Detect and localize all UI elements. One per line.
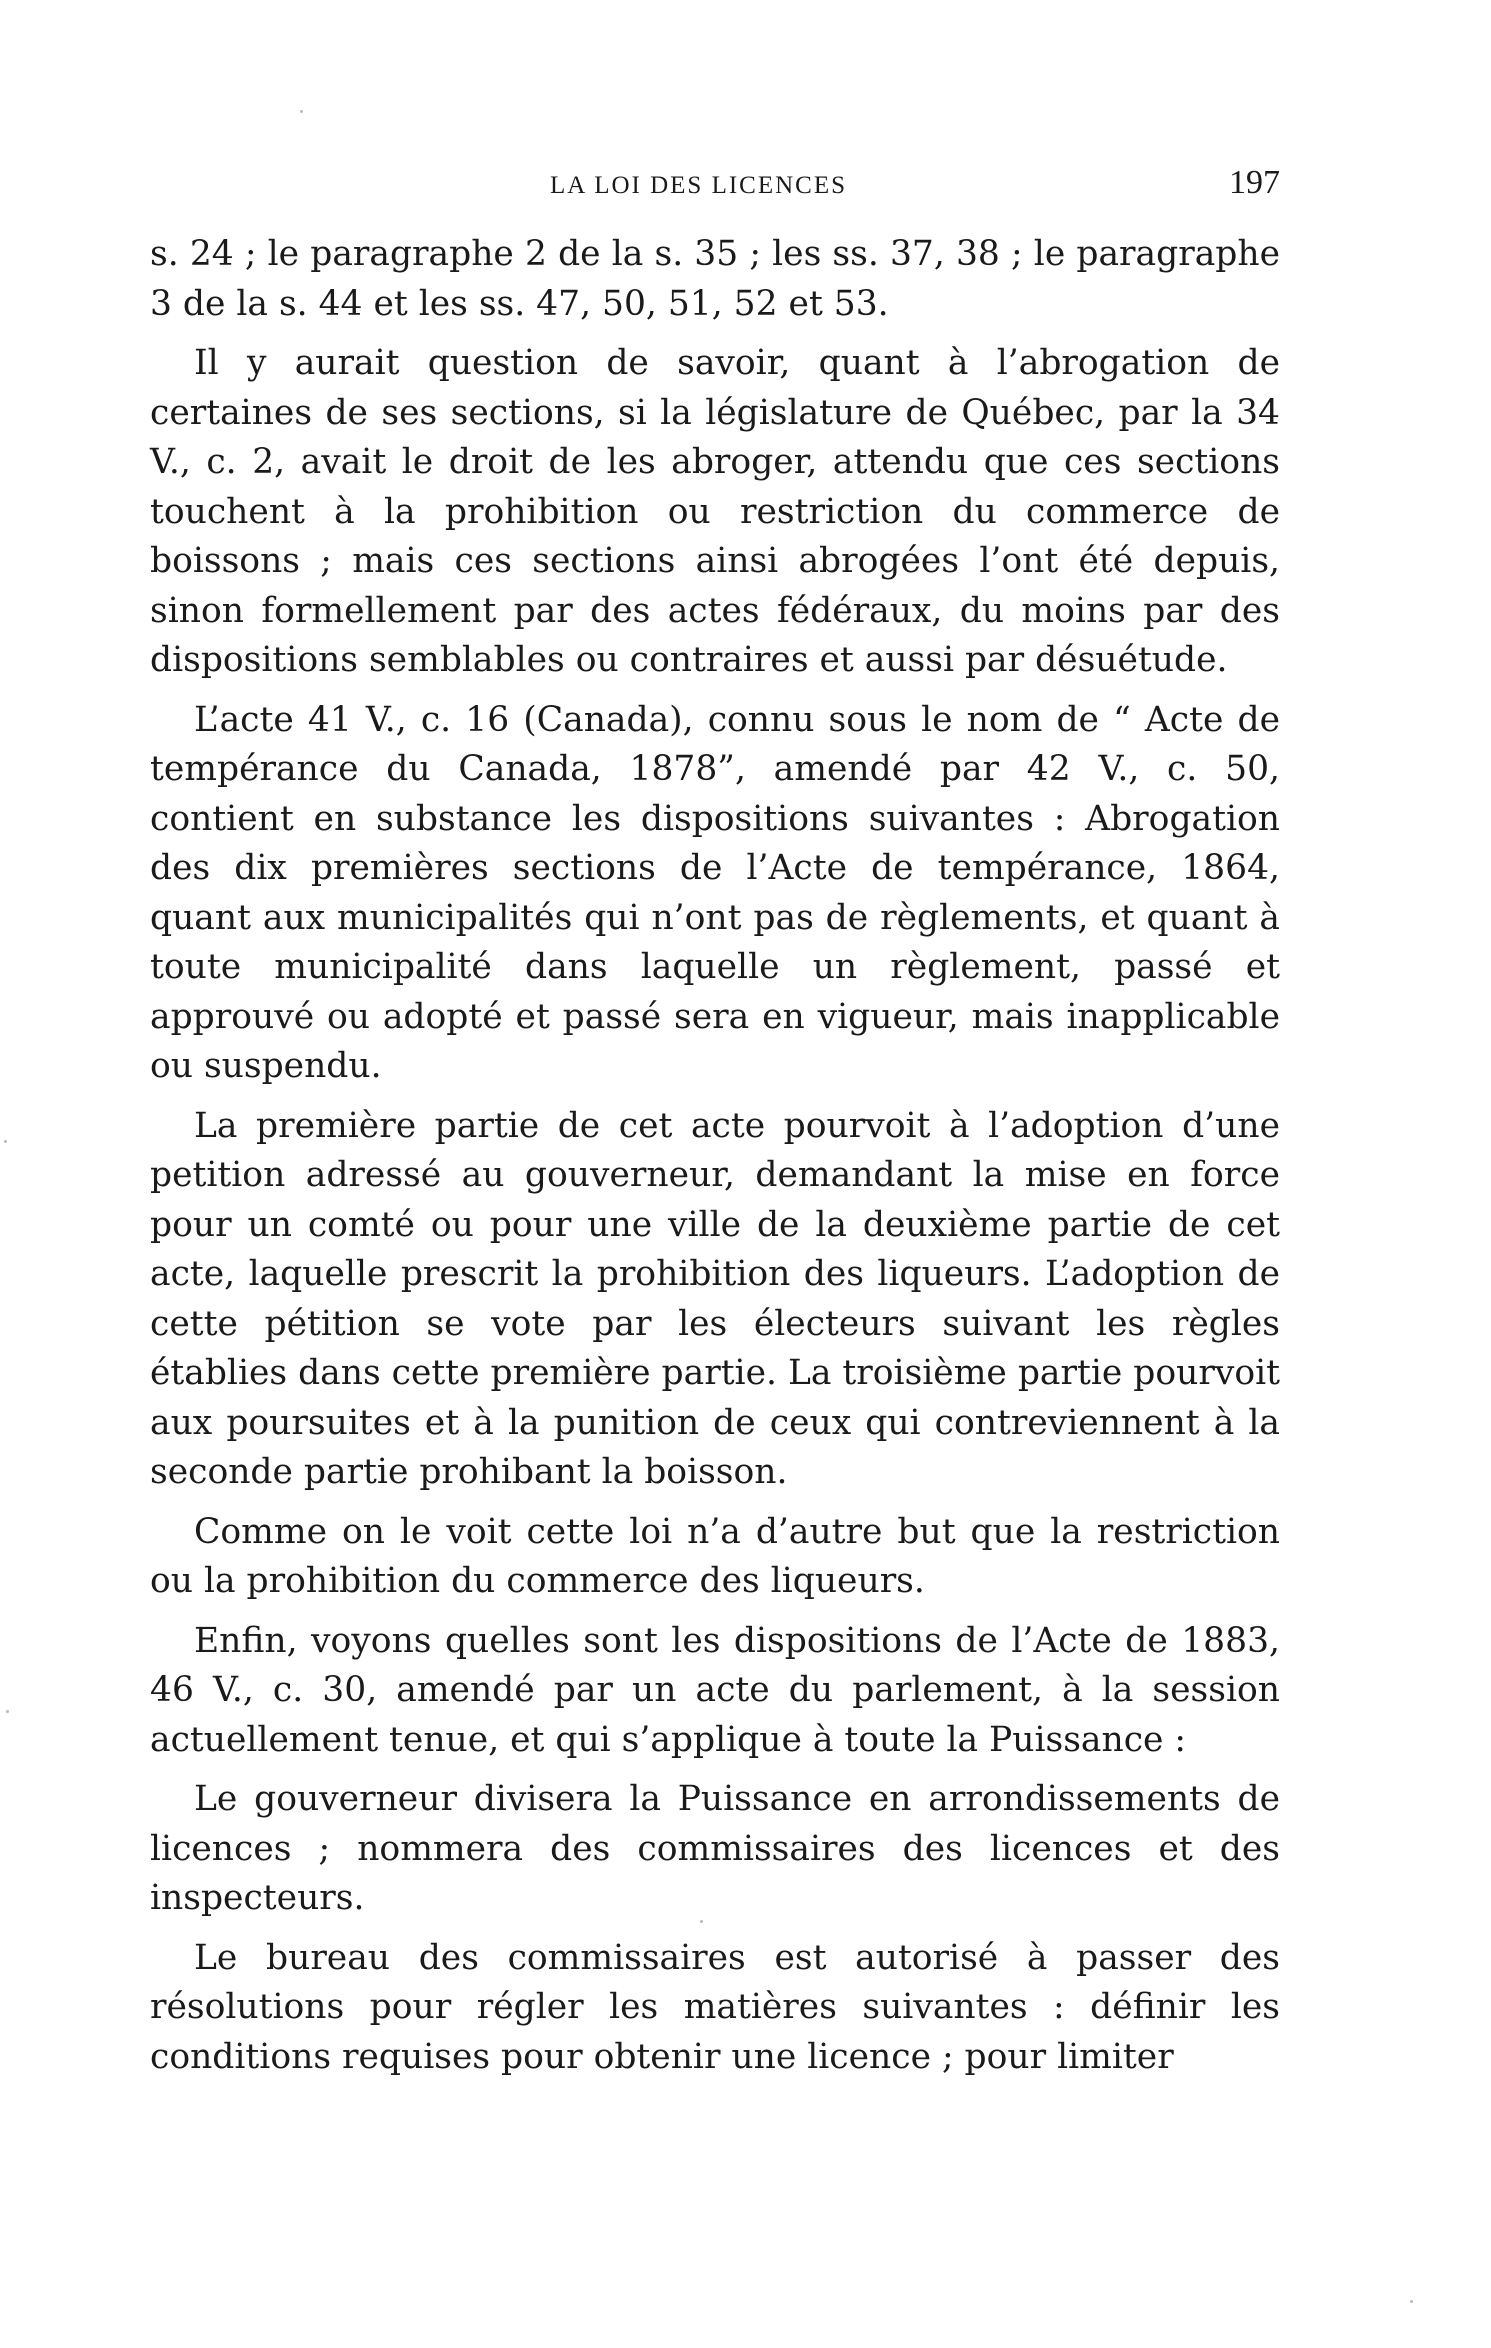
paragraph: L’acte 41 V., c. 16 (Canada), connu sous le nom de “ Acte de tempérance du Canada, 1878”, amendé par 42 V., c. 50, contient en substance les dispositions suivantes : Abrogation des dix premières sections de l’Acte de tempérance, 1864, quant aux municipalités qui n’ont pas de règlements, et quant à toute municipalité dans laquelle un règlement, passé et approuvé ou adopté et passé sera en vigueur, mais inapplicable ou suspendu. [150, 699, 1280, 1086]
page-number: 197 [1229, 164, 1280, 201]
paragraph: Comme on le voit cette loi n’a d’autre but que la restriction ou la prohibition du commerce des liqueurs. [150, 1511, 1280, 1601]
paragraph-continuation: s. 24 ; le paragraphe 2 de la s. 35 ; les ss. 37, 38 ; le paragraphe 3 de la s. 44 et les ss. 47, 50, 51, 52 et 53. [150, 234, 1280, 324]
running-head [150, 164, 1280, 208]
body-text [150, 230, 1280, 2092]
paragraph: Le bureau des commissaires est autorisé à passer des résolutions pour régler les matières suivantes : définir les conditions requises pour obtenir une licence ; pour limiter [150, 1937, 1280, 2077]
paragraph: Enfin, voyons quelles sont les dispositions de l’Acte de 1883, 46 V., c. 30, amendé par un acte du parlement, à la session actuellement tenue, et qui s’applique à toute la Puissance : [150, 1620, 1280, 1760]
paragraph: La première partie de cet acte pourvoit à l’adoption d’une petition adressé au gouverneur, demandant la mise en force pour un comté ou pour une ville de la deuxième partie de cet acte, laquelle prescrit la prohibition des liqueurs. L’adoption de cette pétition se vote par les électeurs suivant les règles établies dans cette première partie. La troisième partie pourvoit aux poursuites et à la punition de ceux qui contreviennent à la seconde partie prohibant la boisson. [150, 1105, 1280, 1492]
paragraph: Il y aurait question de savoir, quant à l’abrogation de certaines de ses sections, si la législature de Québec, par la 34 V., c. 2, avait le droit de les abroger, attendu que ces sections touchent à la prohibition ou restriction du commerce de boissons ; mais ces sections ainsi abrogées l’ont été depuis, sinon formellement par des actes fédéraux, du moins par des dispositions semblables ou contraires et aussi par désuétude. [150, 343, 1280, 680]
paragraph: Le gouverneur divisera la Puissance en arrondissements de licences ; nommera des commissaires des licences et des inspecteurs. [150, 1779, 1280, 1918]
running-title: LA LOI DES LICENCES [550, 172, 848, 199]
